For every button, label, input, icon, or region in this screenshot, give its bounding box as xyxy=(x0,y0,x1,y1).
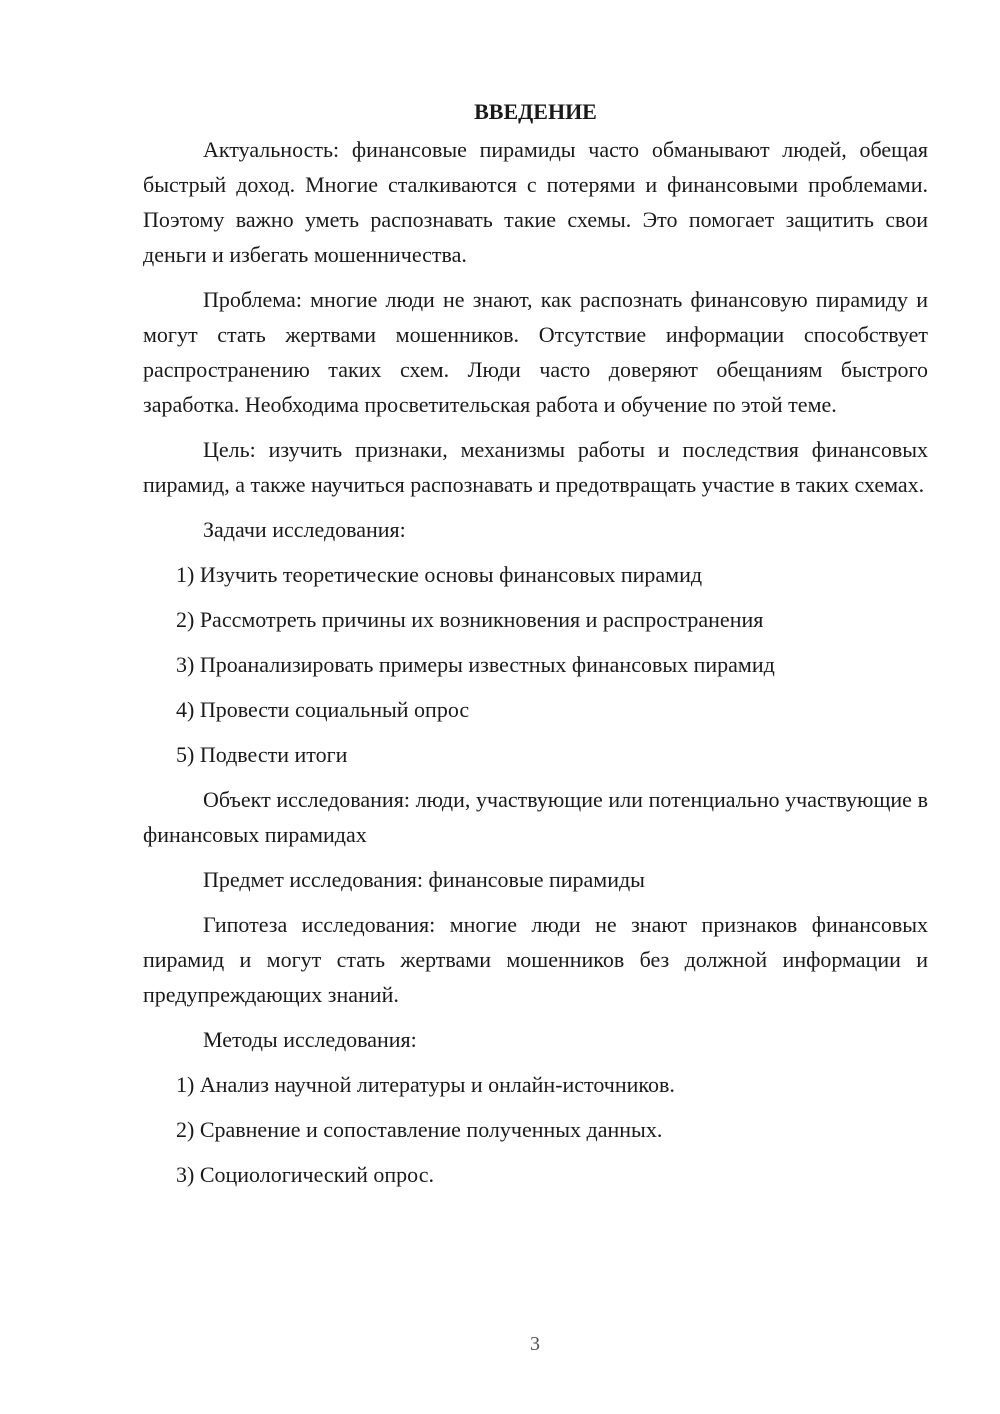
page-number: 3 xyxy=(530,1333,540,1355)
tasks-heading: Задачи исследования: xyxy=(203,517,406,542)
list-item: 4) Провести социальный опрос xyxy=(176,697,470,722)
goal-paragraph: Цель: изучить признаки, механизмы работы и последствия финансовых пирамид, а также научиться распознавать и предотвращать участие в таких схемах. xyxy=(143,437,928,497)
problem-paragraph: Проблема: многие люди не знают, как распознать финансовую пирамиду и могут стать жертвами мошенников. Отсутствие информации способствует распространению таких схем. Люди часто доверяют обещаниям быстрого заработка. Необходима просветительская работа и обучение по этой теме. xyxy=(143,287,928,417)
list-item: 2) Сравнение и сопоставление полученных данных. xyxy=(176,1117,663,1142)
methods-list xyxy=(143,1067,928,1192)
hypothesis-paragraph: Гипотеза исследования: многие люди не знают признаков финансовых пирамид и могут стать жертвами мошенников без должной информации и предупреждающих знаний. xyxy=(143,912,928,1007)
list-item: 3) Социологический опрос. xyxy=(176,1162,434,1187)
list-item: 2) Рассмотреть причины их возникновения и распространения xyxy=(176,607,764,632)
list-item: 1) Изучить теоретические основы финансовых пирамид xyxy=(176,562,703,587)
list-item: 3) Проанализировать примеры известных финансовых пирамид xyxy=(176,652,775,677)
page-title: ВВЕДЕНИЕ xyxy=(474,99,597,124)
relevance-paragraph: Актуальность: финансовые пирамиды часто обманывают людей, обещая быстрый доход. Многие сталкиваются с потерями и финансовыми проблемами. Поэтому важно уметь распознавать такие схемы. Это помогает защитить свои деньги и избегать мошенничества. xyxy=(143,137,928,267)
list-item: 5) Подвести итоги xyxy=(176,742,348,767)
object-paragraph: Объект исследования: люди, участвующие или потенциально участвующие в финансовых пирамидах xyxy=(143,787,928,847)
methods-heading: Методы исследования: xyxy=(203,1027,417,1052)
list-item: 1) Анализ научной литературы и онлайн-источников. xyxy=(176,1072,675,1097)
tasks-list xyxy=(143,557,928,772)
subject-paragraph: Предмет исследования: финансовые пирамиды xyxy=(203,867,645,892)
document-page xyxy=(143,94,928,1202)
